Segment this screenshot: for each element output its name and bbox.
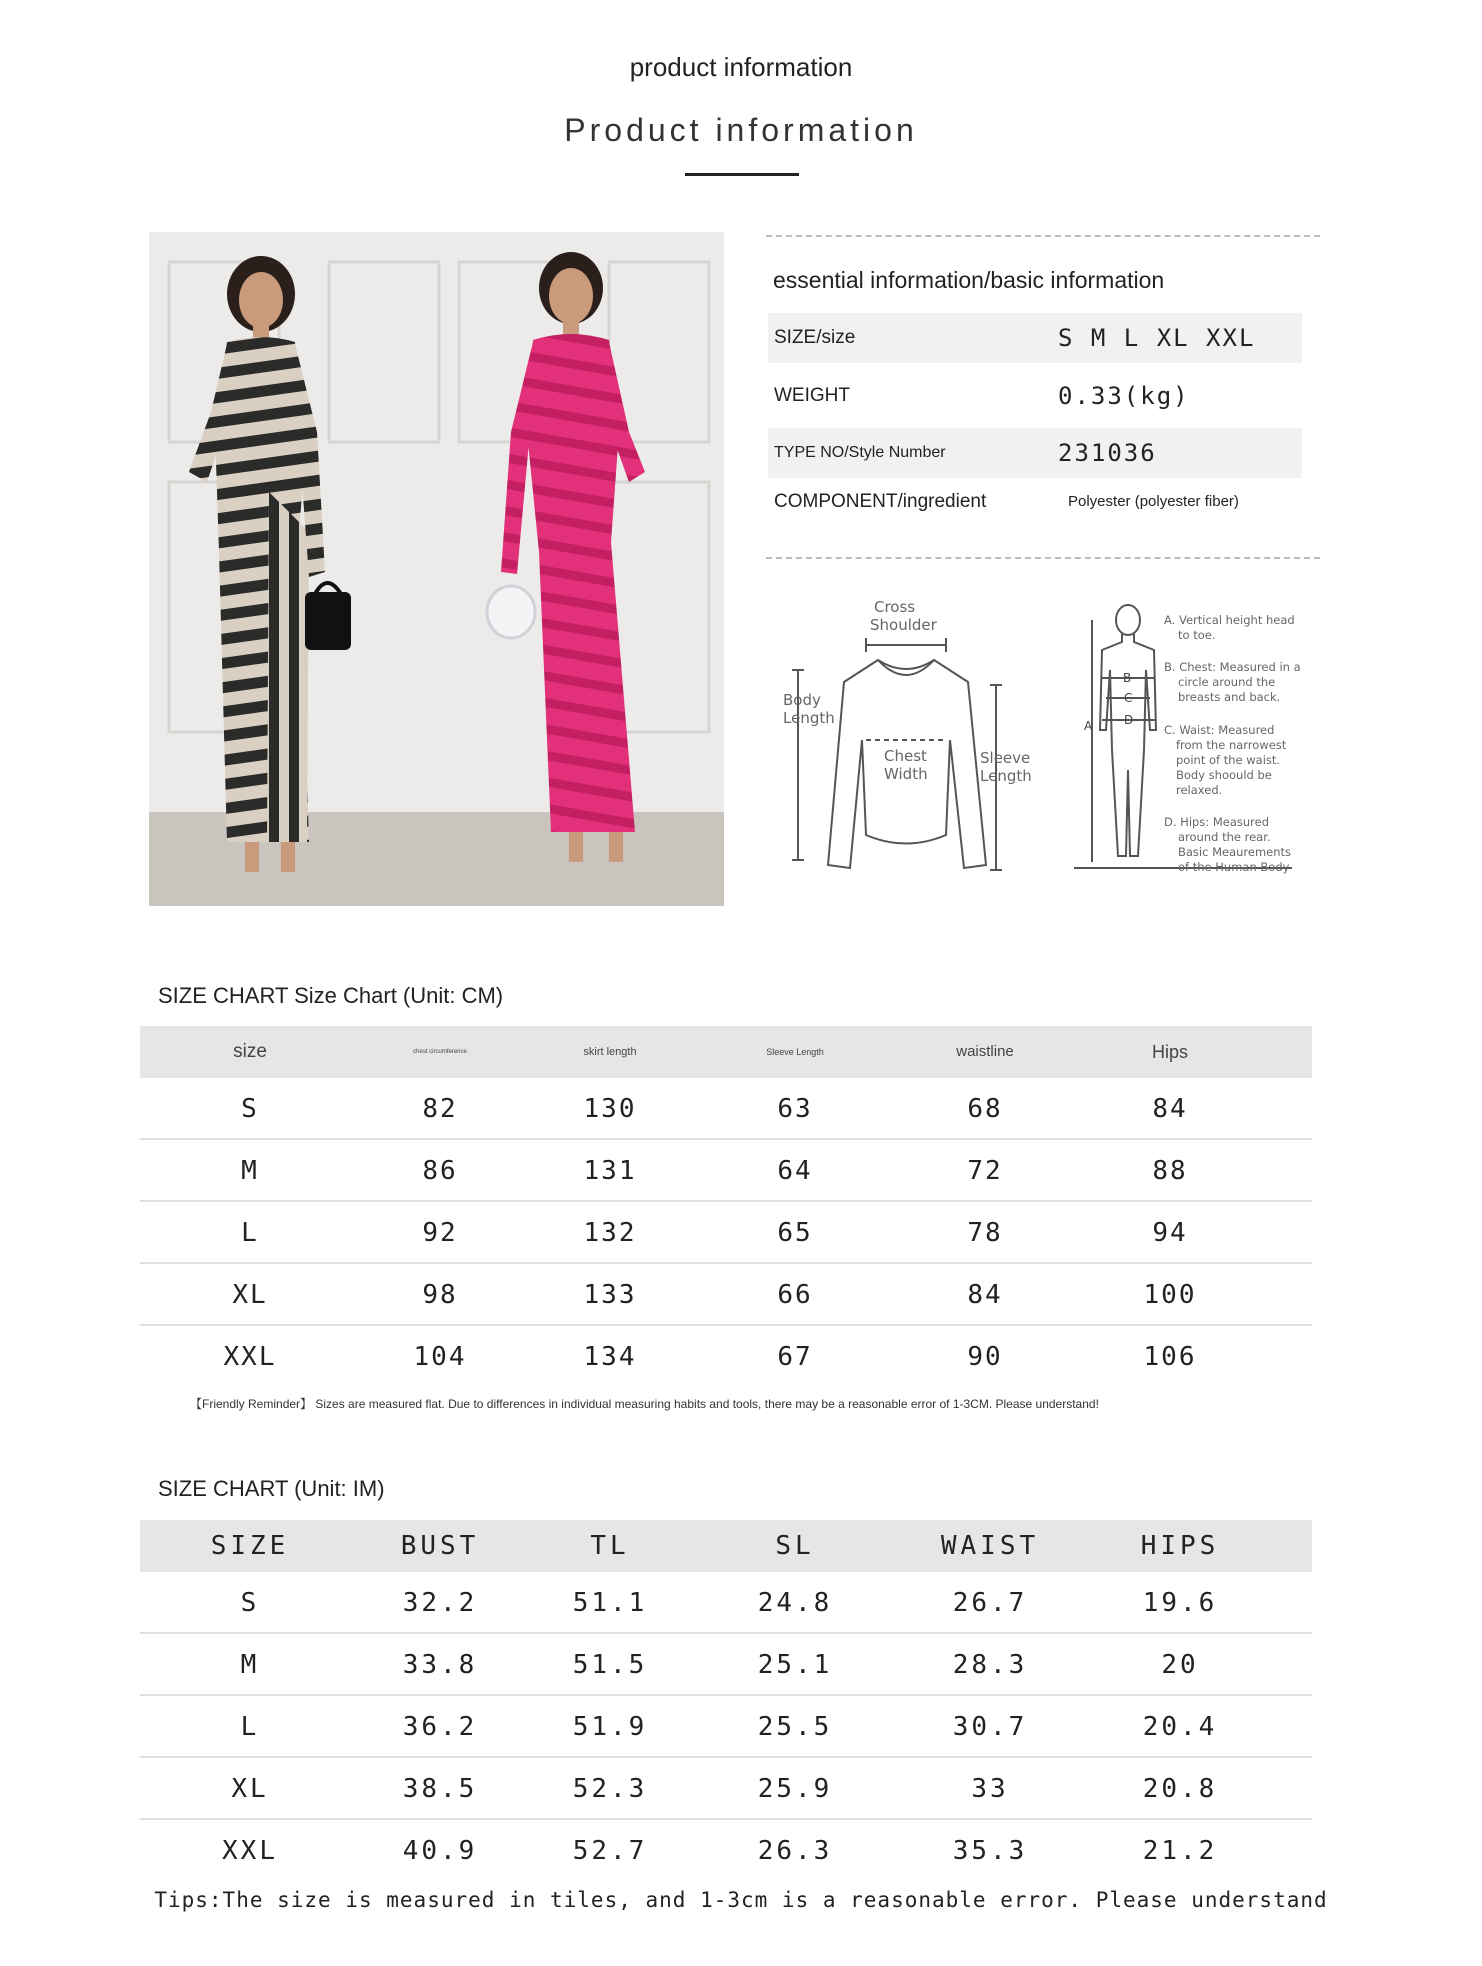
- size-chart-cm-table: [140, 1026, 1312, 1380]
- header-cell: BUST: [400, 1531, 480, 1561]
- top-title: product information: [629, 52, 853, 82]
- info-value: 231036: [1058, 439, 1157, 467]
- table-cell: 130: [583, 1094, 637, 1124]
- table-cell: 100: [1143, 1280, 1197, 1310]
- header-cell: size: [233, 1041, 267, 1062]
- table-cell: 25.1: [757, 1650, 833, 1680]
- table-cell: 84: [967, 1280, 1003, 1310]
- tips-text: Tips:The size is measured in tiles, and 1-3cm is a reasonable error. Please understand: [154, 1888, 1328, 1912]
- table-cell: S: [241, 1094, 259, 1124]
- garment-measurement-diagram: [778, 590, 1038, 880]
- table-cell: XL: [231, 1774, 269, 1804]
- table-row: [140, 1634, 1312, 1696]
- table-cell: 132: [583, 1218, 637, 1248]
- table-cell: 98: [422, 1280, 458, 1310]
- table-row: [140, 1078, 1312, 1140]
- table-cell: S: [240, 1588, 260, 1618]
- table-row: [140, 1820, 1312, 1882]
- table-cell: 35.3: [952, 1836, 1028, 1866]
- body-note-a-1: A. Vertical height head: [1164, 613, 1295, 627]
- table-cell: 33: [971, 1774, 1009, 1804]
- chest-width-label-2: Width: [884, 765, 928, 783]
- table-cell: 20: [1161, 1650, 1199, 1680]
- table-cell: XL: [232, 1280, 268, 1310]
- basic-info-heading: essential information/basic information: [773, 267, 1165, 293]
- table-cell: 19.6: [1142, 1588, 1218, 1618]
- product-photo-illustration: [149, 232, 724, 906]
- header-cell: chest circumference: [413, 1049, 467, 1055]
- body-note-c-4: Body shoould be: [1176, 768, 1272, 782]
- body-length-label-2: Length: [783, 709, 835, 727]
- header-cell: Hips: [1151, 1042, 1188, 1062]
- table-cell: 82: [422, 1094, 458, 1124]
- header-cell: skirt length: [583, 1046, 637, 1058]
- table-cell: 86: [422, 1156, 458, 1186]
- table-cell: 66: [777, 1280, 813, 1310]
- sleeve-length-label-2: Length: [980, 767, 1032, 785]
- info-divider-top: [766, 235, 1320, 237]
- info-label: COMPONENT/ingredient: [774, 491, 987, 512]
- table-cell: 28.3: [952, 1650, 1028, 1680]
- page-title: Product information: [564, 112, 918, 148]
- body-note-d-1: D. Hips: Measured: [1164, 815, 1270, 829]
- table-cell: 90: [967, 1342, 1003, 1372]
- table-row: [140, 1696, 1312, 1758]
- table-cell: 33.8: [402, 1650, 478, 1680]
- info-label: WEIGHT: [774, 385, 850, 406]
- header-cell: SIZE: [210, 1531, 290, 1561]
- table-row: [140, 1758, 1312, 1820]
- info-value: Polyester (polyester fiber): [1068, 493, 1239, 510]
- header-cell: WAIST: [940, 1531, 1040, 1561]
- table-cell: 104: [413, 1342, 467, 1372]
- table-row: [140, 1572, 1312, 1634]
- header-cell: waistline: [956, 1043, 1014, 1060]
- table-header: [140, 1520, 1312, 1572]
- table-cell: 84: [1152, 1094, 1188, 1124]
- table-cell: 36.2: [402, 1712, 478, 1742]
- cross-shoulder-label-2: Shoulder: [870, 616, 937, 634]
- body-note-d-3: Basic Meaurements: [1178, 845, 1292, 859]
- table-cell: 24.8: [757, 1588, 833, 1618]
- info-row-weight: [768, 371, 1302, 421]
- table-cell: 88: [1152, 1156, 1188, 1186]
- info-row-component: [768, 477, 1302, 527]
- table-cell: 52.7: [572, 1836, 648, 1866]
- table-row: [140, 1202, 1312, 1264]
- size-chart-cm-title: SIZE CHART Size Chart (Unit: CM): [158, 983, 504, 1008]
- body-note-b-3: breasts and back.: [1178, 690, 1281, 704]
- body-note-d-4: of the Human Body: [1178, 860, 1290, 874]
- body-note-c-1: C. Waist: Measured: [1164, 723, 1275, 737]
- table-cell: 52.3: [572, 1774, 648, 1804]
- info-divider-bottom: [766, 557, 1320, 559]
- title-underline: [685, 173, 799, 176]
- table-cell: 32.2: [402, 1588, 478, 1618]
- body-note-d-2: around the rear.: [1178, 830, 1271, 844]
- table-cell: 51.5: [572, 1650, 648, 1680]
- body-note-c-3: point of the waist.: [1176, 753, 1281, 767]
- table-cell: 72: [967, 1156, 1003, 1186]
- table-cell: 92: [422, 1218, 458, 1248]
- table-cell: L: [241, 1218, 259, 1248]
- info-row-size: [768, 313, 1302, 363]
- friendly-reminder: 【Friendly Reminder】 Sizes are measured flat. Due to differences in individual measuring habits and tools, there may be a reasonable error of 1-3CM. Please understand!: [190, 1397, 1099, 1411]
- body-mark-a: A: [1084, 719, 1093, 733]
- info-value: 0.33(kg): [1058, 382, 1190, 410]
- table-cell: 30.7: [952, 1712, 1028, 1742]
- body-note-b-1: B. Chest: Measured in a: [1164, 660, 1301, 674]
- table-header: [140, 1026, 1312, 1078]
- size-chart-im-table: [140, 1520, 1312, 1882]
- table-row: [140, 1326, 1312, 1388]
- chest-width-label-1: Chest: [884, 747, 927, 765]
- header-cell: TL: [590, 1531, 630, 1561]
- table-cell: L: [240, 1712, 260, 1742]
- header-cell: HIPS: [1140, 1531, 1220, 1561]
- table-cell: 26.3: [757, 1836, 833, 1866]
- body-mark-c: C: [1124, 691, 1133, 705]
- body-note-b-2: circle around the: [1178, 675, 1276, 689]
- body-length-label-1: Body: [783, 691, 821, 709]
- table-cell: 63: [777, 1094, 813, 1124]
- body-mark-d: D: [1124, 713, 1134, 727]
- table-cell: 51.9: [572, 1712, 648, 1742]
- table-cell: 25.9: [757, 1774, 833, 1804]
- info-value: S M L XL XXL: [1058, 324, 1256, 352]
- table-cell: 134: [583, 1342, 637, 1372]
- table-cell: 51.1: [572, 1588, 648, 1618]
- table-row: [140, 1140, 1312, 1202]
- info-row-style-number: [768, 428, 1302, 478]
- table-cell: 25.5: [757, 1712, 833, 1742]
- table-cell: 20.4: [1142, 1712, 1218, 1742]
- table-cell: 65: [777, 1218, 813, 1248]
- header-cell: Sleeve Length: [766, 1047, 824, 1057]
- table-cell: 67: [777, 1342, 813, 1372]
- table-cell: M: [241, 1156, 259, 1186]
- table-cell: 21.2: [1142, 1836, 1218, 1866]
- body-note-c-2: from the narrowest: [1176, 738, 1287, 752]
- body-note-c-5: relaxed.: [1176, 783, 1223, 797]
- info-label: SIZE/size: [774, 327, 856, 348]
- body-measurement-diagram: [1072, 600, 1322, 885]
- table-cell: 78: [967, 1218, 1003, 1248]
- table-cell: 133: [583, 1280, 637, 1310]
- table-cell: 38.5: [402, 1774, 478, 1804]
- table-cell: 94: [1152, 1218, 1188, 1248]
- table-cell: 64: [777, 1156, 813, 1186]
- body-note-a-2: to toe.: [1178, 628, 1216, 642]
- table-cell: XXL: [222, 1836, 278, 1866]
- sleeve-length-label-1: Sleeve: [980, 749, 1031, 767]
- header-cell: SL: [775, 1531, 815, 1561]
- cross-shoulder-label-1: Cross: [874, 598, 916, 616]
- table-cell: M: [240, 1650, 260, 1680]
- info-label: TYPE NO/Style Number: [774, 444, 946, 461]
- size-chart-im-title: SIZE CHART (Unit: IM): [158, 1476, 385, 1501]
- table-row: [140, 1264, 1312, 1326]
- product-photo: [149, 232, 724, 906]
- table-cell: 20.8: [1142, 1774, 1218, 1804]
- table-cell: 40.9: [402, 1836, 478, 1866]
- table-cell: 26.7: [952, 1588, 1028, 1618]
- body-mark-b: B: [1123, 671, 1132, 685]
- table-cell: 106: [1143, 1342, 1197, 1372]
- table-cell: 131: [583, 1156, 637, 1186]
- table-cell: XXL: [223, 1342, 277, 1372]
- table-cell: 68: [967, 1094, 1003, 1124]
